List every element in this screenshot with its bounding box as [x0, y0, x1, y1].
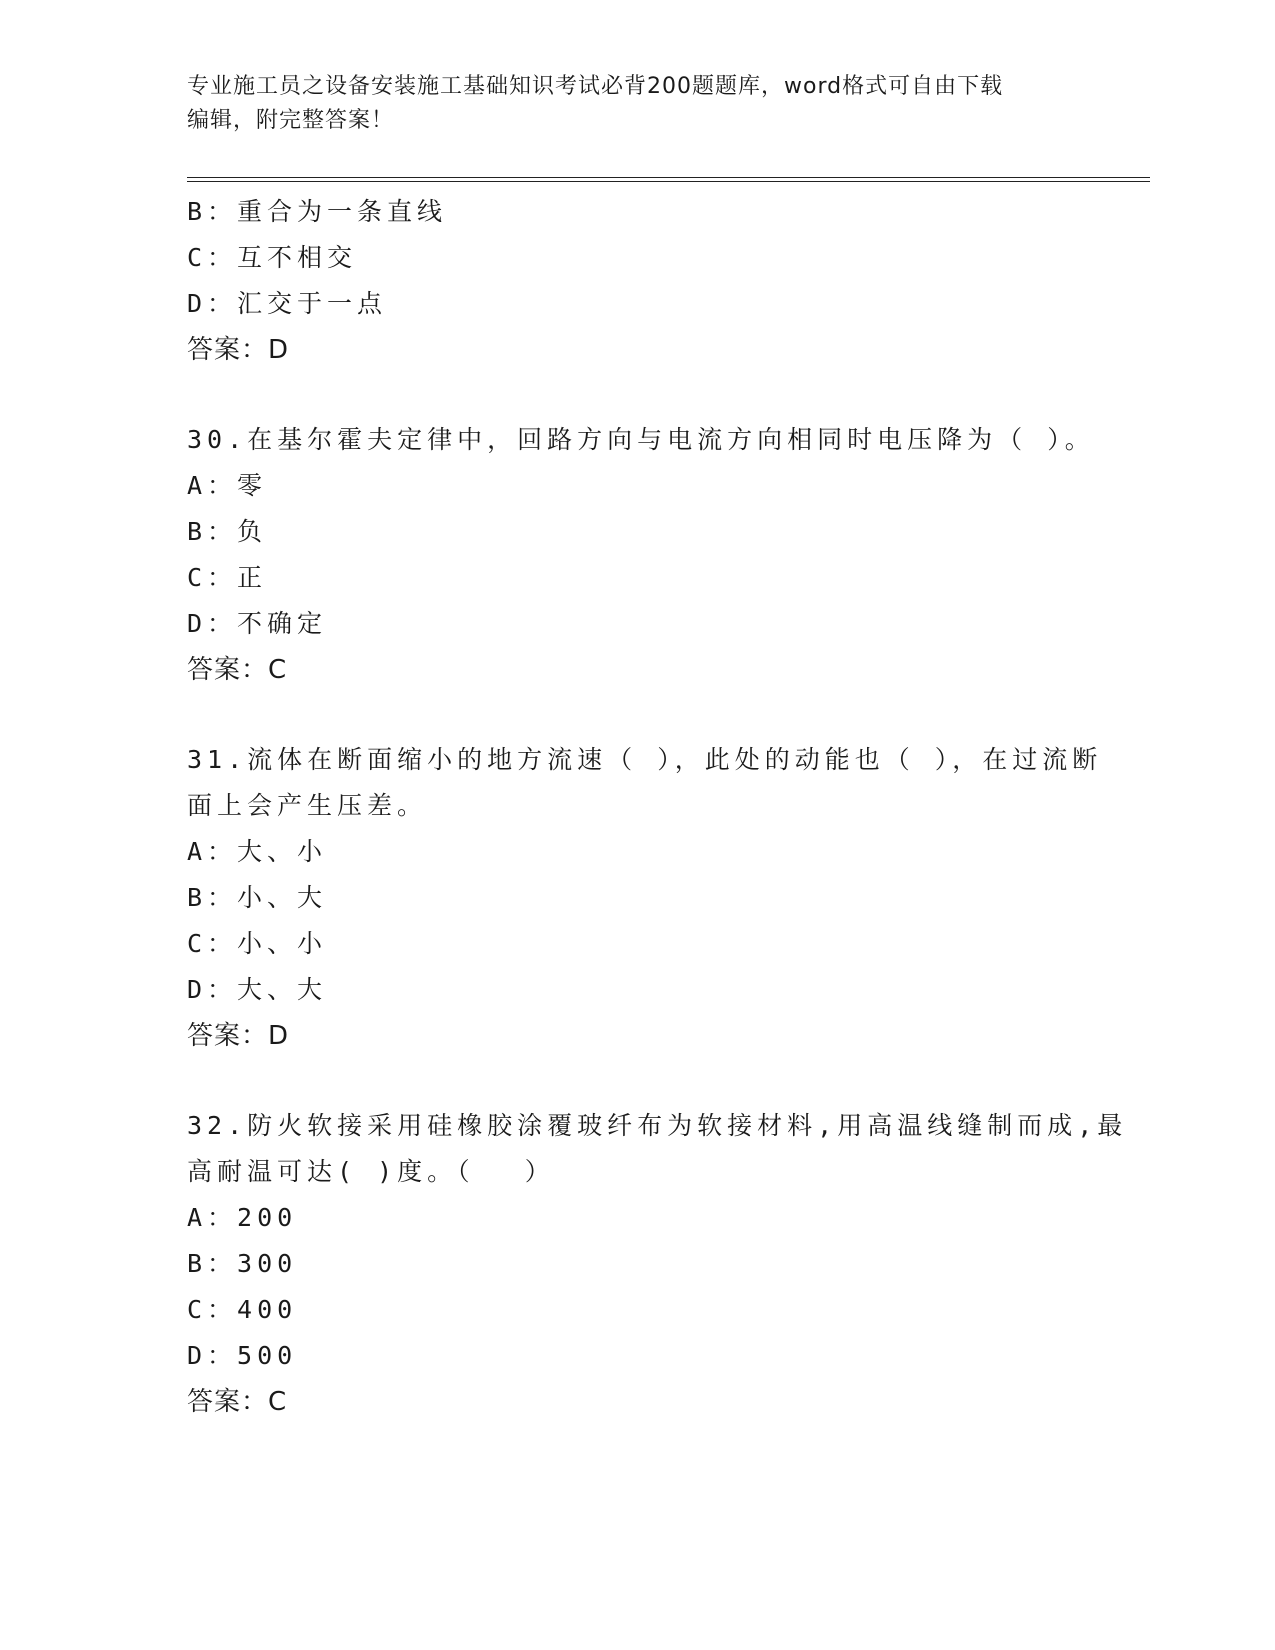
- header-divider-top: [187, 177, 1150, 178]
- option-c: C：正: [187, 563, 268, 592]
- option-b: B：小、大: [187, 883, 328, 912]
- header-line-1: 专业施工员之设备安装施工基础知识考试必背200题题库，word格式可自由下载: [187, 74, 1004, 99]
- option-b: B：负: [187, 517, 268, 546]
- option-d: D：500: [187, 1341, 298, 1370]
- header-divider-bottom: [187, 181, 1150, 182]
- option-b: B：重合为一条直线: [187, 197, 448, 226]
- question-text-continued: 面上会产生压差。: [187, 791, 428, 820]
- document-header: [187, 70, 1067, 138]
- option-c: C：400: [187, 1295, 298, 1324]
- question-31: [187, 737, 1103, 1059]
- question-text-continued: 高耐温可达( )度。（ ）: [187, 1157, 555, 1186]
- answer: 答案：D: [187, 335, 290, 365]
- question-text: 31.流体在断面缩小的地方流速（ ），此处的动能也（ ），在过流断: [187, 745, 1103, 774]
- option-c: C：互不相交: [187, 243, 358, 272]
- question-32: [187, 1103, 1128, 1425]
- option-a: A：零: [187, 471, 268, 500]
- option-a: A：200: [187, 1203, 298, 1232]
- header-line-2: 编辑，附完整答案！: [187, 108, 395, 133]
- option-d: D：不确定: [187, 609, 328, 638]
- option-c: C：小、小: [187, 929, 328, 958]
- option-a: A：大、小: [187, 837, 328, 866]
- question-content: [187, 189, 1128, 1425]
- question-30: [187, 417, 1095, 693]
- answer: 答案：D: [187, 1021, 290, 1051]
- option-b: B：300: [187, 1249, 298, 1278]
- option-d: D：汇交于一点: [187, 289, 388, 318]
- option-d: D：大、大: [187, 975, 328, 1004]
- question-text: 32.防火软接采用硅橡胶涂覆玻纤布为软接材料,用高温线缝制而成,最: [187, 1111, 1128, 1140]
- previous-question-block: [187, 189, 1087, 373]
- answer: 答案：C: [187, 655, 288, 685]
- answer: 答案：C: [187, 1387, 288, 1417]
- question-text: 30.在基尔霍夫定律中，回路方向与电流方向相同时电压降为（ ）。: [187, 425, 1095, 454]
